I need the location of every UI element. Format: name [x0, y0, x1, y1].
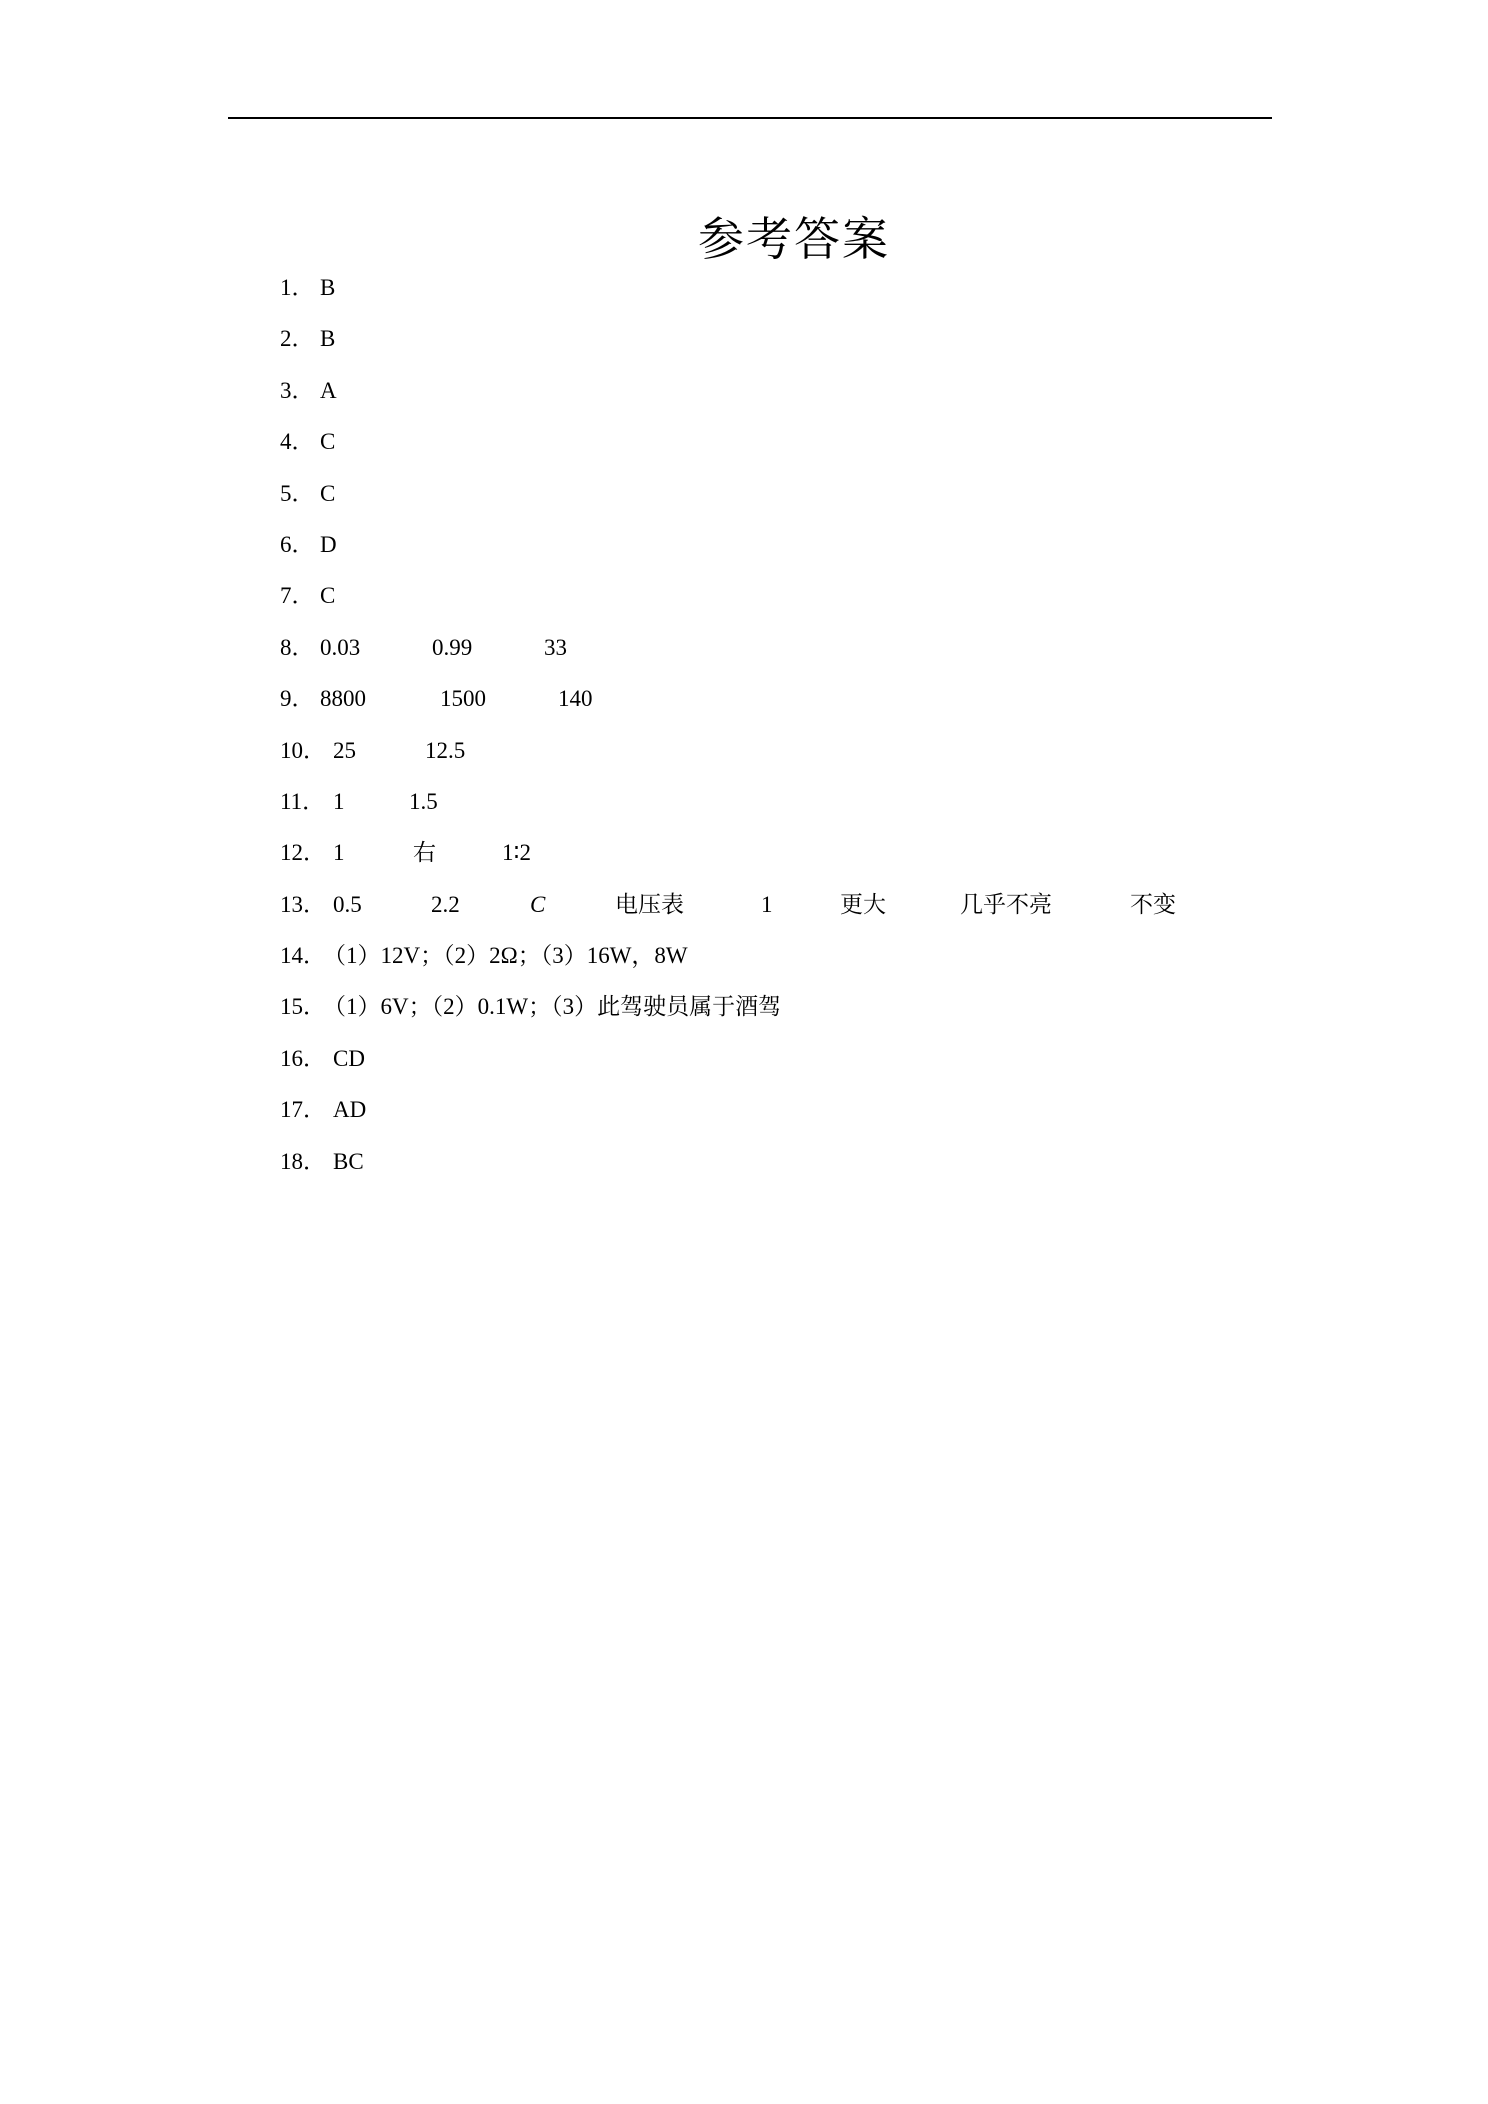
answer-value: 电压表 [615, 891, 684, 917]
answer-value: C [320, 480, 336, 506]
answer-number: 6． [280, 531, 315, 557]
answer-number: 2． [280, 326, 315, 352]
answer-item [280, 373, 1280, 424]
answer-value: 几乎不亮 [960, 891, 1052, 917]
answer-value: CD [333, 1045, 365, 1071]
answer-item [280, 1041, 1280, 1092]
answer-item [280, 476, 1280, 527]
answer-value: B [320, 275, 336, 300]
answer-item [280, 527, 1280, 578]
answer-item [280, 887, 1280, 938]
answer-item [280, 630, 1280, 681]
answer-number: 5． [280, 480, 315, 506]
answer-value: （1）12V；（2）2Ω；（3）16W，8W [323, 943, 688, 969]
answer-value: 2.2 [431, 891, 460, 917]
answer-value: AD [333, 1097, 367, 1123]
answer-number: 17． [280, 1097, 326, 1123]
answer-number: 15． [280, 994, 326, 1020]
answer-number: 10． [280, 737, 326, 763]
answer-number: 13． [280, 891, 326, 917]
answer-item [280, 321, 1280, 372]
answer-number: 9． [280, 686, 315, 712]
answer-number: 11． [280, 788, 326, 814]
answer-item [280, 270, 1280, 321]
answer-item [280, 938, 1280, 989]
answer-value: D [320, 531, 337, 557]
answer-value: 1 [761, 891, 773, 917]
answer-item [280, 424, 1280, 475]
answer-value: A [320, 377, 337, 403]
answer-value: 12.5 [425, 737, 466, 763]
answer-number: 4． [280, 429, 315, 455]
answer-item [280, 784, 1280, 835]
answer-value: B [320, 326, 336, 352]
answer-value: C [530, 891, 546, 917]
answer-value: 0.99 [432, 634, 473, 660]
answer-number: 16． [280, 1045, 326, 1071]
answer-value: 33 [544, 634, 567, 660]
answer-number: 8． [280, 634, 315, 660]
answer-value: （1）6V；（2）0.1W；（3）此驾驶员属于酒驾 [323, 994, 782, 1020]
answer-value: BC [333, 1148, 364, 1174]
answer-number: 14． [280, 943, 326, 969]
answer-value: C [320, 429, 336, 455]
answer-number: 7． [280, 583, 315, 609]
answer-value: 右 [413, 840, 436, 866]
answer-item [280, 1144, 1280, 1195]
page-title: 参考答案 [698, 211, 890, 266]
answer-item [280, 989, 1280, 1040]
answer-item [280, 578, 1280, 629]
answer-value: 140 [558, 686, 593, 712]
answer-item [280, 1092, 1280, 1143]
answer-value: 更大 [840, 891, 886, 917]
answer-value: 1 [333, 840, 345, 866]
answer-value: 1500 [440, 686, 486, 712]
answer-item [280, 681, 1280, 732]
answer-number: 1． [280, 275, 315, 300]
answer-item [280, 733, 1280, 784]
header-rule [228, 117, 1272, 119]
answer-value: C [320, 583, 336, 609]
answer-value: 0.03 [320, 634, 361, 660]
answer-value: 25 [333, 737, 356, 763]
answer-number: 12． [280, 840, 326, 866]
answer-value: 1.5 [409, 788, 438, 814]
answer-number: 3． [280, 377, 315, 403]
answer-list [280, 270, 1280, 1195]
answer-value: 8800 [320, 686, 366, 712]
answer-item [280, 835, 1280, 886]
answer-value: 1 [333, 788, 345, 814]
answer-value: 0.5 [333, 891, 362, 917]
answer-number: 18． [280, 1148, 326, 1174]
answer-value: 不变 [1130, 891, 1176, 917]
answer-value: 1∶2 [502, 840, 531, 866]
